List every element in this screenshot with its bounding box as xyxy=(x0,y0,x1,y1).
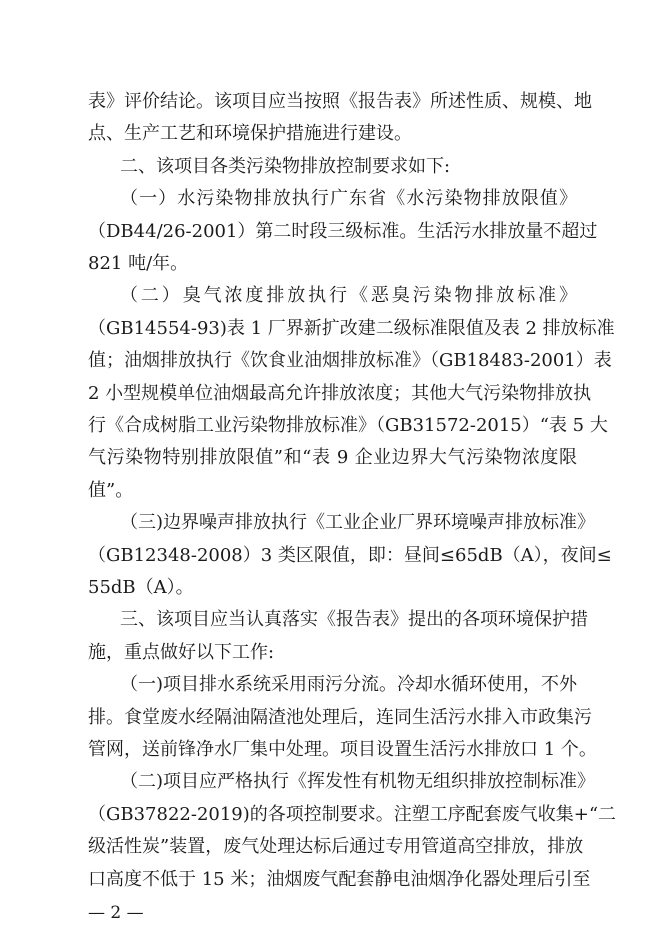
text-line: 值”。 xyxy=(88,479,134,501)
text-line: 55dB（A）。 xyxy=(88,577,194,598)
text-line: 三、该项目应当认真落实《报告表》提出的各项环境保护措 xyxy=(120,609,588,631)
text-line: 口高度不低于 15 米；油烟废气配套静电油烟净化器处理后引至 xyxy=(88,868,591,890)
text-line: 2 小型规模单位油烟最高允许排放浓度；其他大气污染物排放执 xyxy=(88,382,592,404)
text-line: （二）臭气浓度排放执行《恶臭污染物排放标准》 xyxy=(120,285,577,307)
text-line: 821 吨/年。 xyxy=(88,253,189,274)
text-line: （三)边界噪声排放执行《工业企业厂界环境噪声排放标准》 xyxy=(120,512,596,534)
text-line: 行《合成树脂工业污染物排放标准》（GB31572-2015）“表 5 大 xyxy=(88,415,608,436)
text-line: 级活性炭”装置，废气处理达标后通过专用管道高空排放，排放 xyxy=(88,836,584,858)
text-line: （一）水污染物排放执行广东省《水污染物排放限值》 xyxy=(120,188,577,210)
text-line: （GB14554-93)表 1 厂界新扩改建二级标准限值及表 2 排放标准 xyxy=(88,317,615,339)
text-line: （DB44/26-2001）第二时段三级标准。生活污水排放量不超过 xyxy=(88,220,598,242)
text-line: 排。食堂废水经隔油隔渣池处理后，连同生活污水排入市政集污 xyxy=(88,706,592,728)
text-line: 施，重点做好以下工作: xyxy=(88,641,275,663)
page-number: — 2 — xyxy=(88,903,144,923)
text-line: 值；油烟排放执行《饮食业油烟排放标准》（GB18483-2001）表 xyxy=(88,350,612,372)
text-line: （二)项目应严格执行《挥发性有机物无组织排放控制标准》 xyxy=(120,771,596,793)
text-line: 点、生产工艺和环境保护措施进行建设。 xyxy=(88,123,412,145)
text-line: 管网，送前锋净水厂集中处理。项目设置生活污水排放口 1 个。 xyxy=(88,739,597,760)
text-line: 表》评价结论。该项目应当按照《报告表》所述性质、规模、地 xyxy=(88,91,592,112)
text-line: 二、该项目各类污染物排放控制要求如下: xyxy=(120,155,451,177)
text-line: （一)项目排水系统采用雨污分流。冷却水循环使用，不外 xyxy=(120,674,578,696)
text-line: （GB12348-2008）3 类区限值，即：昼间≤65dB（A），夜间≤ xyxy=(88,544,612,566)
text-line: （GB37822-2019)的各项控制要求。注塑工序配套废气收集+“二 xyxy=(88,803,617,825)
text-line: 气污染物特别排放限值”和“表 9 企业边界大气污染物浓度限 xyxy=(88,447,577,469)
